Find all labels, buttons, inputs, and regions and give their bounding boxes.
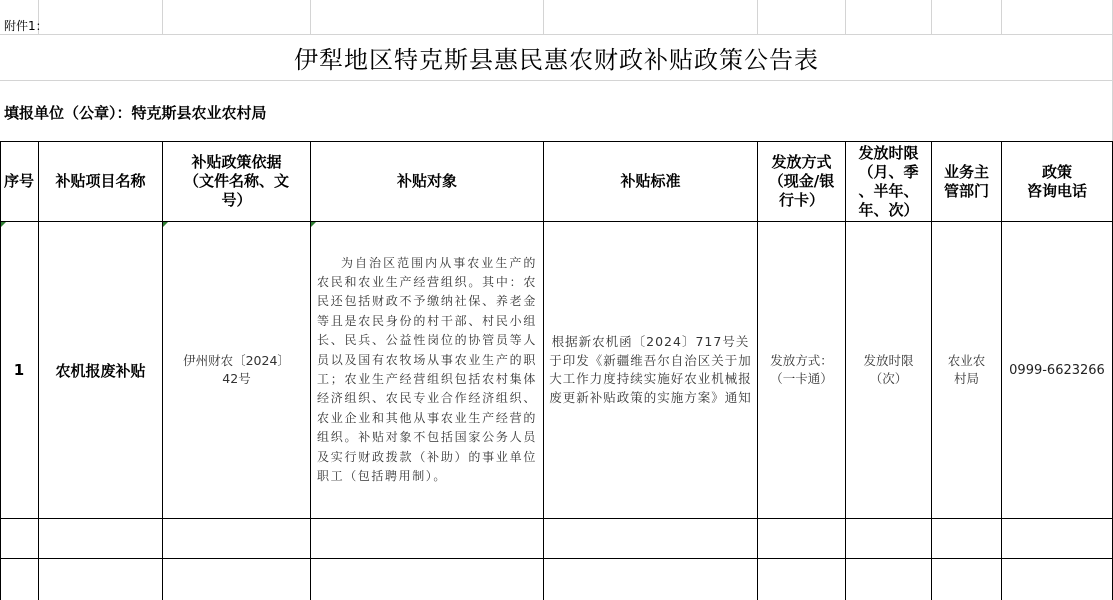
header-department — [932, 142, 1001, 221]
header-consult-phone-line: 政策 — [1041, 162, 1072, 181]
header-department-line: 管部门 — [943, 181, 989, 200]
row-department — [932, 222, 1001, 518]
header-payment-period-line: 发放时限 — [858, 143, 919, 162]
header-project-name: 补贴项目名称 — [55, 172, 146, 190]
row-payment-period — [846, 222, 931, 518]
row-payment-method-line: 发放方式： — [770, 353, 833, 368]
row-seq: 1 — [13, 361, 25, 379]
header-payment-method — [758, 142, 845, 221]
row-policy-basis-line: 伊州财农〔2024〕 — [183, 353, 290, 368]
row-subsidy-standard-text: 根据新农机函〔2024〕717号关于印发《新疆维吾尔自治区关于加大工作力度持续实施好农业机械报废更新补贴政策的实施方案》通知 — [549, 334, 752, 405]
header-payment-method-line: （现金/银 — [768, 172, 835, 190]
header-policy-basis-line: 号） — [221, 191, 252, 209]
row-department-line: 农业农 — [947, 353, 986, 368]
header-payment-period-line: 年、次） — [858, 200, 919, 219]
row-payment-method — [758, 222, 845, 518]
row-policy-basis-line: 42号 — [222, 371, 251, 386]
header-consult-phone — [1002, 142, 1112, 221]
row-payment-period-line: （次） — [869, 371, 908, 386]
row-consult-phone: 0999-6623266 — [1009, 362, 1105, 378]
row-project-name: 农机报废补贴 — [55, 361, 146, 380]
header-payment-method-line: 发放方式 — [771, 153, 832, 171]
row-subsidy-target — [311, 222, 543, 518]
header-subsidy-standard: 补贴标准 — [620, 172, 681, 190]
header-policy-basis-line: 补贴政策依据 — [191, 153, 282, 171]
empty-table-row — [0, 519, 1112, 558]
header-policy-basis-line: （文件名称、文 — [183, 172, 289, 190]
row-policy-basis — [163, 222, 310, 518]
row-payment-method-line: （一卡通） — [770, 371, 833, 386]
header-seq: 序号 — [3, 172, 34, 190]
header-consult-phone-line: 咨询电话 — [1026, 181, 1087, 200]
row-payment-period-line: 发放时限 — [863, 353, 914, 368]
header-department-line: 业务主 — [943, 162, 989, 181]
row-subsidy-standard — [544, 222, 757, 518]
header-payment-period — [846, 142, 931, 221]
header-policy-basis — [163, 142, 310, 221]
row-subsidy-target-text: 为自治区范围内从事农业生产的农民和农业生产经营组织。其中：农民还包括财政不予缴纳社保、养老金等且是农民身份的村干部、村民小组长、民兵、公益性岗位的协管员等人员以及国有农牧场从事农业生产的职工；农业生产经营组织包括农村集体经济组织、农民专业合作经济组织、农业企业和其他从事农业生产经营的组织。补贴对象不包括国家公务人员及实行财政拨款（补助）的事业单位职工（包括聘用制）。 — [317, 255, 537, 484]
attachment-label: 附件1： — [4, 19, 48, 33]
header-subsidy-target: 补贴对象 — [396, 172, 457, 190]
header-payment-period-line: （月、季 — [858, 162, 919, 181]
header-payment-period-line: 、半年、 — [858, 181, 919, 200]
empty-table-row — [0, 559, 1112, 600]
row-department-line: 村局 — [953, 371, 979, 386]
reporting-unit: 填报单位（公章）：特克斯县农业农村局 — [4, 104, 267, 122]
page-title: 伊犁地区特克斯县惠民惠农财政补贴政策公告表 — [294, 46, 819, 74]
header-payment-method-line: 行卡） — [778, 191, 824, 209]
